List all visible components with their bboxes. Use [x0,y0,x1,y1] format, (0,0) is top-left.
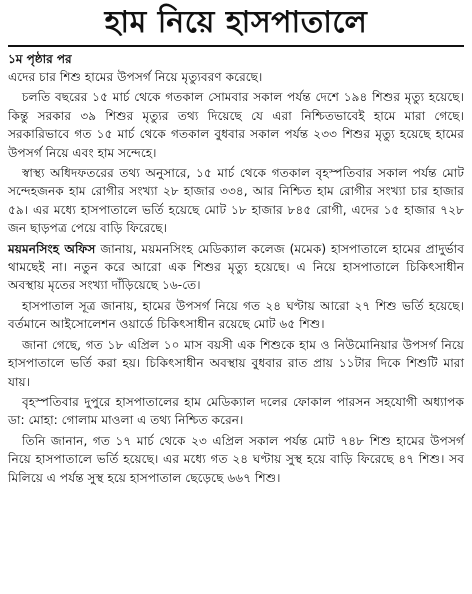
article-paragraph: এদের চার শিশু হামের উপসর্গ নিয়ে মৃত্যুবরণ করেছে। [8,70,263,84]
continued-from-label: ১ম পৃষ্ঠার পর [8,52,72,66]
article-paragraph: চলতি বছরের ১৫ মার্চ থেকে গতকাল সোমবার সকাল পর্যন্ত দেশে ১৯৪ শিশুর মৃত্যু হয়েছে। কিন্তু সরকার ৩৯ শিশুর মৃত্যুর তথ্য দিয়েছে যে এরা নিশ্চিতভাবেই হামে মারা গেছে। সরকারিভাবে গত ১৫ মার্চ থেকে গতকাল বুধবার সকাল পর্যন্ত ২৩৩ শিশুর মৃত্যু হয়েছে হামের উপসর্গ নিয়ে এবং হাম সন্দেহে। [8,90,464,160]
article-paragraph: স্বাস্থ্য অধিদফতরের তথ্য অনুসারে, ১৫ মার্চ থেকে গতকাল বৃহস্পতিবার সকাল পর্যন্ত মোট সন্দেহজনক হাম রোগীর সংখ্যা ২৮ হাজার ৩৩৪, আর নিশ্চিত হাম রোগীর সংখ্যা চার হাজার ৫৯। এর মধ্যে হাসপাতালে ভর্তি হয়েছে মোট ১৮ হাজার ৮৪৫ রোগী, এদের ১৫ হাজার ৭২৮ জন ছাড়পত্র পেয়ে বাড়ি ফিরেছে। [8,166,464,236]
article-paragraph: ময়মনসিংহ অফিস জানায়, ময়মনসিংহ মেডিক্যাল কলেজ (মমেক) হাসপাতালে হামের প্রাদুর্ভাব থামছেই না। নতুন করে আরো এক শিশুর মৃত্যু হয়েছে। এ নিয়ে হাসপাতালে চিকিৎসাধীন অবস্থায় মৃতের সংখ্যা দাঁড়িয়েছে ১৬-তে। [8,241,464,293]
article-paragraph: তিনি জানান, গত ১৭ মার্চ থেকে ২৩ এপ্রিল সকাল পর্যন্ত মোট ৭৪৮ শিশু হামের উপসর্গ নিয়ে হাসপাতালে ভর্তি হয়েছে। এর মধ্যে গত ২৪ ঘণ্টায় সুস্থ হয়ে বাড়ি ফিরেছে ৪৭ শিশু। সব মিলিয়ে এ পর্যন্ত সুস্থ হয়ে হাসপাতাল ছেড়েছে ৬৬৭ শিশু। [8,433,464,485]
headline: হাম নিয়ে হাসপাতালে [8,4,464,47]
article-body [8,68,464,487]
article-paragraph: বৃহস্পতিবার দুপুরে হাসপাতালের হাম মেডিক্যাল দলের ফোকাল পারসন সহযোগী অধ্যাপক ডা: মোহা: গোলাম মাওলা এ তথ্য নিশ্চিত করেন। [8,394,464,428]
bureau-dateline: ময়মনসিংহ অফিস [8,241,96,256]
article-paragraph: হাসপাতাল সূত্র জানায়, হামের উপসর্গ নিয়ে গত ২৪ ঘণ্টায় আরো ২৭ শিশু ভর্তি হয়েছে। বর্তমানে আইসোলেশন ওয়ার্ডে চিকিৎসাধীন রয়েছে মোট ৬৫ শিশু। [8,298,464,332]
article-paragraph: জানা গেছে, গত ১৮ এপ্রিল ১০ মাস বয়সী এক শিশুকে হাম ও নিউমোনিয়ার উপসর্গ নিয়ে হাসপাতালে ভর্তি করা হয়। চিকিৎসাধীন অবস্থায় বুধবার রাত প্রায় ১১টার দিকে শিশুটি মারা যায়। [8,337,464,389]
